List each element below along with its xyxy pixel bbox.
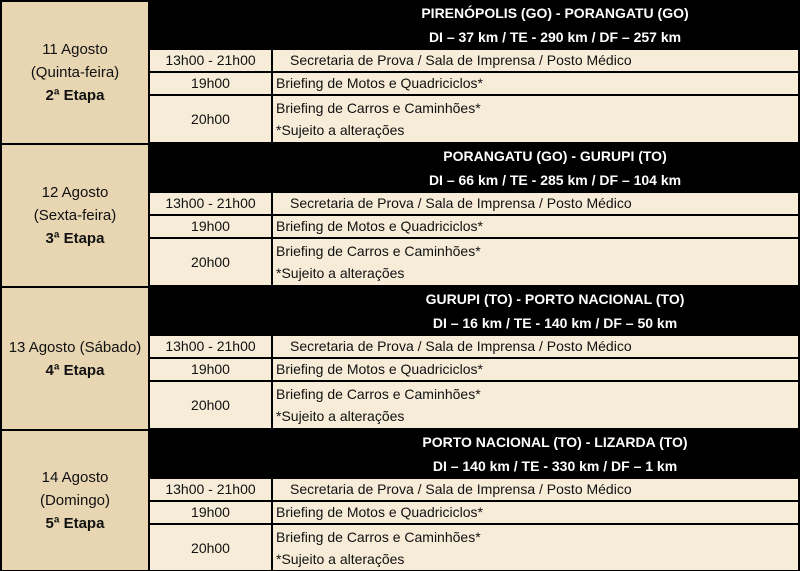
event-cell: Briefing de Motos e Quadriciclos* (273, 502, 798, 523)
route-header (150, 143, 798, 191)
stage-weekday: (Quinta-feira) (30, 64, 120, 81)
stage-etapa: 4ª Etapa (45, 361, 105, 379)
time-cell: 13h00 - 21h00 (150, 50, 271, 71)
event-text: Briefing de Carros e Caminhões* (276, 100, 481, 116)
day-cell (2, 2, 148, 143)
stage-block (0, 286, 800, 429)
event-cell: Secretaria de Prova / Sala de Imprensa / Posto Médico (273, 193, 798, 214)
stage-weekday: (Domingo) (39, 492, 111, 509)
event-text: Briefing de Carros e Caminhões* (276, 243, 481, 259)
route-header (150, 286, 798, 334)
route-header (150, 429, 798, 477)
time-cell: 19h00 (150, 216, 271, 237)
time-cell: 19h00 (150, 359, 271, 380)
time-cell: 19h00 (150, 73, 271, 94)
time-cell: 19h00 (150, 502, 271, 523)
event-cell (273, 382, 798, 428)
event-cell (273, 239, 798, 285)
event-cell (273, 525, 798, 570)
stage-etapa: 5ª Etapa (45, 515, 105, 532)
event-text: Briefing de Carros e Caminhões* (276, 386, 481, 402)
day-cell (2, 431, 148, 570)
stage-date: 12 Agosto (41, 184, 109, 201)
stage-block (0, 0, 800, 143)
stage-date: 13 Agosto (Sábado) (8, 338, 142, 356)
time-cell: 20h00 (150, 96, 271, 142)
time-cell: 20h00 (150, 525, 271, 570)
event-note: *Sujeito a alterações (276, 122, 405, 138)
event-cell: Briefing de Motos e Quadriciclos* (273, 73, 798, 94)
time-cell: 20h00 (150, 239, 271, 285)
time-cell: 13h00 - 21h00 (150, 336, 271, 357)
event-cell: Briefing de Motos e Quadriciclos* (273, 359, 798, 380)
stage-block (0, 143, 800, 286)
stage-weekday: (Sexta-feira) (33, 207, 117, 224)
route-title: PORTO NACIONAL (TO) - LIZARDA (TO) (422, 434, 688, 450)
route-header (150, 0, 798, 48)
route-distances: DI – 37 km / TE - 290 km / DF – 257 km (428, 29, 682, 45)
time-cell: 13h00 - 21h00 (150, 479, 271, 500)
event-cell: Secretaria de Prova / Sala de Imprensa / Posto Médico (273, 50, 798, 71)
event-text: Briefing de Carros e Caminhões* (276, 529, 481, 545)
stage-date: 14 Agosto (41, 469, 109, 486)
route-title: PIRENÓPOLIS (GO) - PORANGATU (GO) (421, 5, 689, 21)
route-distances: DI – 66 km / TE - 285 km / DF – 104 km (428, 172, 682, 188)
day-cell (2, 288, 148, 429)
event-cell: Secretaria de Prova / Sala de Imprensa / Posto Médico (273, 336, 798, 357)
event-cell (273, 96, 798, 142)
route-distances: DI – 140 km / TE - 330 km / DF – 1 km (432, 458, 678, 474)
event-note: *Sujeito a alterações (276, 551, 405, 567)
route-title: GURUPI (TO) - PORTO NACIONAL (TO) (425, 291, 685, 307)
day-cell (2, 145, 148, 286)
event-note: *Sujeito a alterações (276, 408, 405, 424)
route-distances: DI – 16 km / TE - 140 km / DF – 50 km (432, 315, 678, 331)
time-cell: 13h00 - 21h00 (150, 193, 271, 214)
event-note: *Sujeito a alterações (276, 265, 405, 281)
stage-date: 11 Agosto (42, 41, 108, 58)
time-cell: 20h00 (150, 382, 271, 428)
route-title: PORANGATU (GO) - GURUPI (TO) (443, 148, 667, 164)
stage-etapa: 2ª Etapa (45, 87, 105, 104)
event-cell: Secretaria de Prova / Sala de Imprensa / Posto Médico (273, 479, 798, 500)
stage-block (0, 429, 800, 570)
event-cell: Briefing de Motos e Quadriciclos* (273, 216, 798, 237)
stage-etapa: 3ª Etapa (45, 230, 105, 247)
